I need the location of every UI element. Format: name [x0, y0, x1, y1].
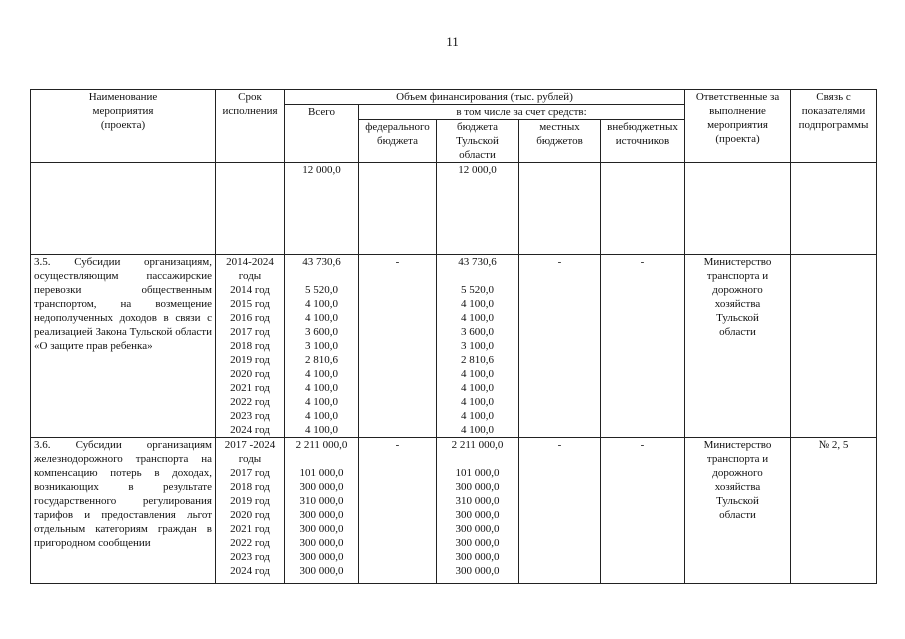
list-line: 3 600,0 [305, 326, 338, 338]
list-line: годы [238, 270, 262, 282]
list-line: 300 000,0 [299, 551, 344, 563]
list-line: 300 000,0 [455, 537, 500, 549]
local-value: - [519, 438, 601, 584]
list-line: 4 100,0 [461, 298, 494, 310]
years-list [216, 255, 285, 438]
header-term: Срок исполнения [216, 90, 285, 163]
list-line [440, 452, 515, 466]
federal-value: - [359, 438, 437, 584]
list-line: 4 100,0 [461, 312, 494, 324]
list-line: 2021 год [230, 523, 270, 535]
list-line: 310 000,0 [455, 495, 500, 507]
list-line: 2 810,6 [461, 354, 494, 366]
regional-list [437, 438, 519, 584]
list-line: 2018 год [230, 340, 270, 352]
list-line: 300 000,0 [299, 509, 344, 521]
list-line: 2022 год [230, 396, 270, 408]
list-line [288, 269, 355, 283]
list-line: 2020 год [230, 509, 270, 521]
list-line: 2017 -2024 [224, 439, 276, 451]
list-line: 300 000,0 [299, 481, 344, 493]
measure-name: 3.5. Субсидии организациям, осуществляющим пассажирские перевозки общественным транспортом, на возмещение недополученных доходов в связи с реализацией Закона Тульской области «О защите прав ребенка» [31, 255, 216, 438]
total-list [285, 255, 359, 438]
federal-value: - [359, 255, 437, 438]
list-line: 2 211 000,0 [451, 439, 504, 451]
total-list [285, 438, 359, 584]
list-line: 5 520,0 [305, 284, 338, 296]
list-line: 4 100,0 [305, 368, 338, 380]
responsible: Министерство транспорта и дорожного хозяйства Тульской области [685, 438, 791, 584]
list-line: 4 100,0 [305, 424, 338, 436]
list-line: 2 211 000,0 [295, 439, 348, 451]
list-line: 2020 год [230, 368, 270, 380]
header-link: Связь с показателями подпрограммы [791, 90, 877, 163]
header-name: Наименование мероприятия (проекта) [31, 90, 216, 163]
list-line: 4 100,0 [461, 424, 494, 436]
local-value: - [519, 255, 601, 438]
list-line: 300 000,0 [455, 551, 500, 563]
list-line: 4 100,0 [461, 382, 494, 394]
header-extrabudget: внебюджетных источников [601, 120, 685, 163]
list-line: 300 000,0 [299, 537, 344, 549]
page-number: 11 [446, 34, 459, 49]
list-line: 3 100,0 [461, 340, 494, 352]
list-line: 2019 год [230, 354, 270, 366]
list-line: 4 100,0 [305, 298, 338, 310]
funding-table [30, 89, 877, 584]
indicator-link: № 2, 5 [791, 438, 877, 584]
continuation-regional: 12 000,0 [437, 163, 519, 255]
continuation-row [31, 163, 877, 255]
list-line: 2018 год [230, 481, 270, 493]
header-total: Всего [285, 105, 359, 163]
years-list [216, 438, 285, 584]
indicator-link [791, 255, 877, 438]
list-line: 2023 год [230, 551, 270, 563]
list-line: 2014-2024 [226, 256, 274, 268]
list-line: 300 000,0 [299, 523, 344, 535]
list-line: 2022 год [230, 537, 270, 549]
regional-list [437, 255, 519, 438]
list-line: 4 100,0 [305, 396, 338, 408]
list-line: 300 000,0 [455, 523, 500, 535]
list-line: 2015 год [230, 298, 270, 310]
list-line: 2021 год [230, 382, 270, 394]
header-row-1 [31, 90, 877, 105]
header-federal: федерального бюджета [359, 120, 437, 163]
list-line: 43 730,6 [302, 256, 341, 268]
list-line: 300 000,0 [455, 565, 500, 577]
list-line: 5 520,0 [461, 284, 494, 296]
header-including: в том числе за счет средств: [359, 105, 685, 120]
list-line: 300 000,0 [455, 481, 500, 493]
table-row-3-6 [31, 438, 877, 584]
list-line: 4 100,0 [461, 396, 494, 408]
list-line: 2019 год [230, 495, 270, 507]
list-line: 4 100,0 [305, 410, 338, 422]
list-line: 2016 год [230, 312, 270, 324]
list-line: 2 810,6 [305, 354, 338, 366]
list-line: 43 730,6 [458, 256, 497, 268]
list-line: 4 100,0 [305, 312, 338, 324]
list-line: 2017 год [230, 467, 270, 479]
list-line: годы [238, 453, 262, 465]
list-line: 4 100,0 [461, 410, 494, 422]
list-line: 2014 год [230, 284, 270, 296]
list-line [440, 269, 515, 283]
measure-name: 3.6. Субсидии организациям железнодорожного транспорта на компенсацию потерь в доходах, возникающих в результате государственного регулирования тарифов и предоставления льгот отдельным категориям граждан в пригородном сообщении [31, 438, 216, 584]
list-line: 101 000,0 [299, 467, 344, 479]
list-line: 310 000,0 [299, 495, 344, 507]
continuation-total: 12 000,0 [285, 163, 359, 255]
header-regional: бюджета Тульской области [437, 120, 519, 163]
list-line: 2023 год [230, 410, 270, 422]
extrabudget-value: - [601, 255, 685, 438]
extrabudget-value: - [601, 438, 685, 584]
list-line: 300 000,0 [299, 565, 344, 577]
header-responsible: Ответственные за выполнение мероприятия (проекта) [685, 90, 791, 163]
list-line: 3 600,0 [461, 326, 494, 338]
header-funding: Объем финансирования (тыс. рублей) [285, 90, 685, 105]
list-line: 101 000,0 [455, 467, 500, 479]
list-line: 2024 год [230, 424, 270, 436]
list-line: 2017 год [230, 326, 270, 338]
header-local: местных бюджетов [519, 120, 601, 163]
responsible: Министерство транспорта и дорожного хозяйства Тульской области [685, 255, 791, 438]
list-line: 2024 год [230, 565, 270, 577]
list-line: 300 000,0 [455, 509, 500, 521]
list-line: 4 100,0 [461, 368, 494, 380]
list-line: 4 100,0 [305, 382, 338, 394]
list-line: 3 100,0 [305, 340, 338, 352]
table-row-3-5 [31, 255, 877, 438]
list-line [288, 452, 355, 466]
